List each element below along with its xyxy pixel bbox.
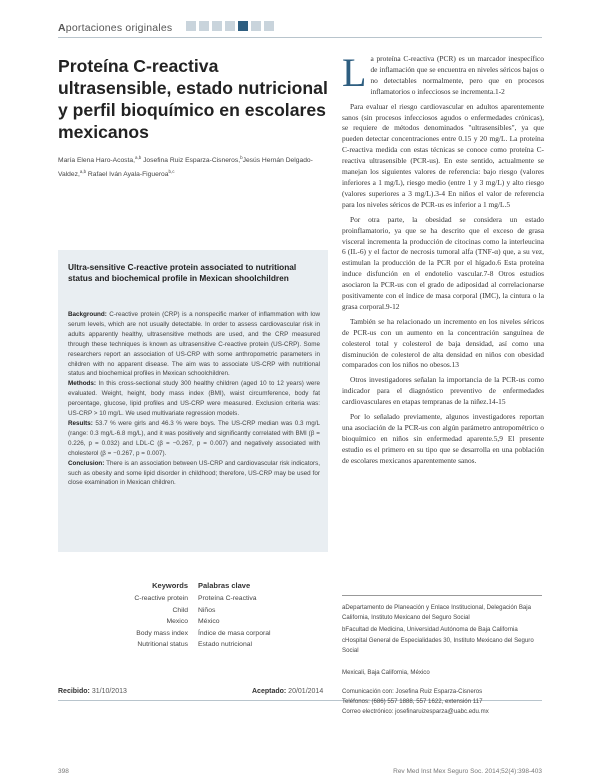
affiliation: aDepartamento de Planeación y Enlace Institucional, Delegación Baja California, Instituto Mexicano del Seguro Social [342, 604, 532, 621]
section-squares [186, 21, 274, 31]
section-label [58, 22, 172, 34]
affiliations [342, 603, 542, 658]
keyword: Body mass index [136, 629, 188, 637]
body-paragraph: Para evaluar el riesgo cardiovascular en adultos aparentemente sanos (sin procesos infecciosos agudos o enfermedades crónicas), se requiere de métodos denominados "ultrasensibles", ya que pueden detectar concentraciones entre 0.15 y 20 mg/L. La proteína C-reactiva medida con estas técnicas se conoce como proteína C-reactiva ultrasensible (PCR-us). En este sentido, actualmente se manejan los siguientes valores de referencia: bajo riesgo (valores inferiores a 1 mg/L), riesgo medio (entre 1 y 3 mg/L) y alto riesgo (valores superiores a 3 mg/L).3-4 En niños el valor de referencia para los niveles séricos de PCR-us es inferior a 1 mg/L.5 [342, 101, 544, 209]
keyword: Niños [198, 606, 216, 614]
body-paragraph: Por lo señalado previamente, algunos investigadores reportan una asociación de la PCR-us con algún parámetro antropométrico o bioquímico en niños sin enfermedad aparente.5,9 El presente estudio es el primero en su tipo que se desarrolla en una población de escolares mexicanos aparentemente sanos. [342, 412, 544, 465]
author-name: Josefina Ruiz Esparza-Cisneros, [141, 157, 241, 165]
author-name: Rafael Iván Ayala-Figueroa [86, 171, 169, 179]
affiliation: cHospital General de Especialidades 30, Instituto Mexicano del Seguro Social [342, 637, 534, 655]
contact-info [342, 687, 542, 717]
keyword: Proteína C-reactiva [198, 595, 257, 602]
keyword: México [198, 618, 220, 626]
abstract-section: Results: 53.7 % were girls and 46.3 % were boys. The US-CRP median was 0.3 mg/L (range: 0.3 mg/L-6.8 mg/L), and it was positively and significantly correlated with BMI (β = 0.226, p = 0.032) and LDL-C (β = −0.267, p = 0.007) and negatively associated with cholesterol (β = −0.267, p = 0.007). [68, 419, 320, 457]
keyword: Estado nutricional [198, 641, 253, 649]
contact-line: Teléfonos: (686) 557 1888, 557 1622, extensión 117 [342, 698, 483, 705]
body-paragraph: La proteína C-reactiva (PCR) es un marcador inespecífico de inflamación que se encuentra en niveles séricos bajos o no detectables normalmente, pero que en procesos inflamatorios o infecciosos se incrementa.1-2 [342, 50, 544, 96]
affiliation-city: Mexicali, Baja California, México [342, 669, 430, 676]
keyword: Mexico [166, 618, 188, 626]
keywords-heading-es: Palabras clave [198, 581, 251, 590]
header-rule [58, 37, 542, 38]
abstract-section: Background: C-reactive protein (CRP) is a nonspecific marker of inflammation with low serum levels, which are not usually detectable. In order to assess cardiovascular risk in adults apparently healthy, ultrasensitive methods are used, and the CRP measured through these techniques is known as ultrasensitive C-reactive protein (US-CRP). Some researchers report an association of US-CRP with some anthropometric parameters in children with no apparent disease. The aim was to associate US-CRP with nutritional status and biochemical profiles in Mexican schoolchildren. [68, 311, 320, 378]
drop-cap: L [342, 50, 367, 95]
accepted-date: Aceptado: 20/01/2014 [252, 688, 324, 695]
keywords-list-es [198, 593, 338, 651]
abstract-body [68, 310, 320, 488]
affiliation-rule [342, 595, 542, 596]
keyword: C-reactive protein [134, 595, 188, 602]
keywords-heading-en: Keywords [152, 581, 188, 590]
author-name: María Elena Haro-Acosta, [58, 157, 135, 165]
author-name: Jesús Hernán Delgado-Valdez, [58, 157, 313, 179]
received-date: Recibido: 31/10/2013 [58, 688, 127, 695]
body-paragraph: Otros investigadores señalan la importancia de la PCR-us como indicador para el diagnóstico preventivo de enfermedades cardiovasculares en etapas tempranas de la niñez.14-15 [342, 375, 544, 407]
keyword: Índice de masa corporal [198, 629, 271, 637]
body-text [342, 50, 544, 471]
journal-citation: Rev Med Inst Mex Seguro Soc. 2014;52(4):398-403 [393, 768, 542, 775]
body-paragraph: Por otra parte, la obesidad se considera un estado proinflamatorio, ya que se ha descrito que el exceso de grasa visceral incrementa la producción de citocinas como la interleucina 6 (IL-6) y el factor de necrosis tumoral alfa (TNF-α) que, a su vez, estimulan la producción de la PCR por el hígado.6 Esta proteína induce disfunción en el endotelio vascular.7-8 Otros estudios asociaron la PCR-us con el grado de adiposidad al correlacionarse positivamente con el índice de masa corporal (IMC), la cintura o la grasa corporal.9-12 [342, 214, 544, 311]
author-list: María Elena Haro-Acosta,$^{a,b}$ Josefina Ruiz Esparza-Cisneros,$^b$Jesús Hernán Delgado-Valdez,$^{a,b}$ Rafael Iván Ayala-Figueroa$^{b,c}$ [58, 155, 313, 179]
keyword: Nutritional status [137, 641, 188, 649]
keywords-list-en [100, 593, 188, 651]
abstract-section: Methods: In this cross-sectional study 300 healthy children (aged 10 to 12 years) were evaluated. Weight, height, body mass index (BMI), waist circumference, body fat percentage, glucose, lipid profiles and US-CRP were measured. Exclusion criteria was: US-CRP > 10 mg/L. We used multivariate regression models. [68, 380, 320, 418]
affiliation: bFacultad de Medicina, Universidad Autónoma de Baja California [342, 625, 518, 633]
section-label-rest: portaciones originales [65, 22, 173, 34]
abstract-section: Conclusion: There is an association between US-CRP and cardiovascular risk indicators, such as obesity and some lipid disorder in childhood; therefore, US-CRP may be used for close examination in Mexican children. [68, 459, 320, 487]
body-paragraph: También se ha relacionado un incremento en los niveles séricos de PCR-us con un aumento en la concentración sanguínea de colesterol total y colesterol de baja densidad, así como una disminución de colesterol de alta densidad en niños con obesidad comparados con los niños no obesos.13 [342, 316, 544, 370]
contact-line: Correo electrónico: josefinaruizesparza@uabc.edu.mx [342, 708, 489, 715]
section-label-initial: A [58, 22, 66, 34]
contact-line: Comunicación con: Josefina Ruiz Esparza-Cisneros [342, 688, 483, 695]
article-title: Proteína C-reactiva ultrasensible, estado nutricional y perfil bioquímico en escolares mexicanos [58, 56, 328, 142]
page-number: 398 [58, 768, 69, 775]
abstract-title: Ultra-sensitive C-reactive protein associated to nutritional status and biochemical profile in Mexican shoolchildren [68, 262, 297, 283]
keyword: Child [172, 606, 188, 614]
